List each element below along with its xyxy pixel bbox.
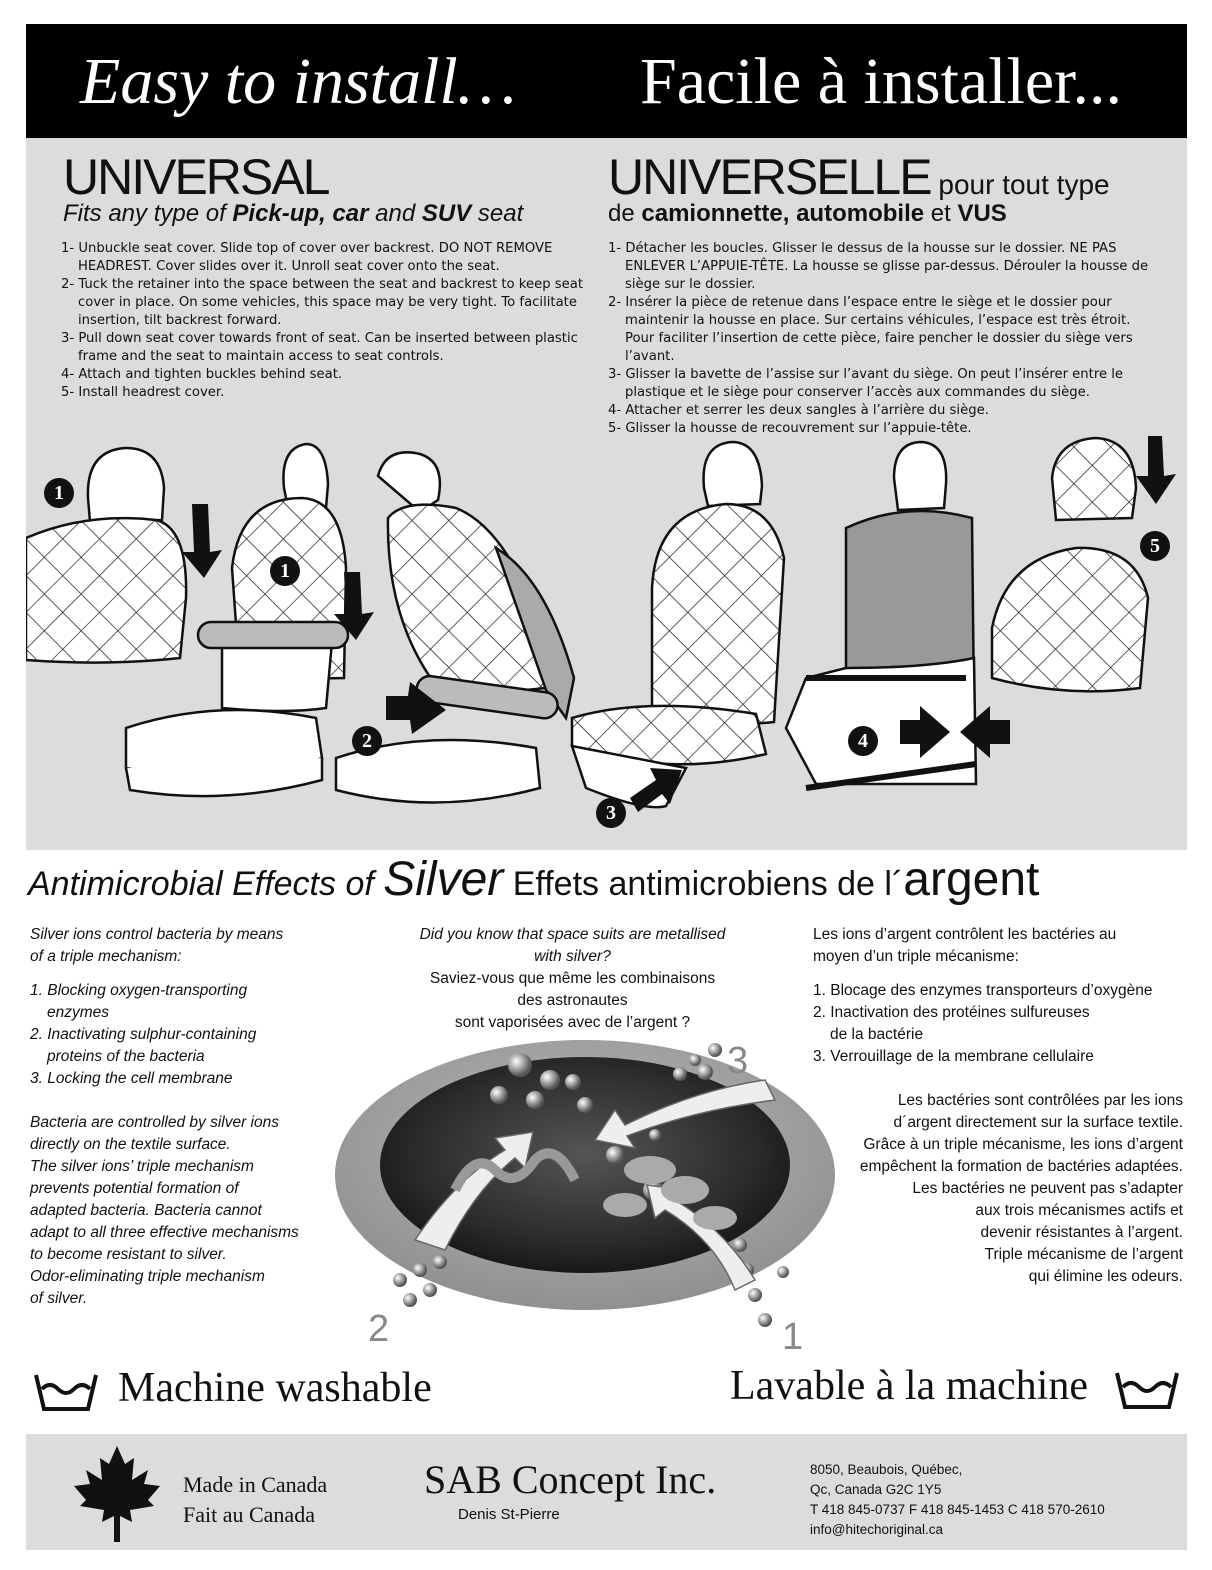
step-fr: 2- Insérer la pièce de retenue dans l’espace entre le siège et le dossier pour maintenir la housse en place. Sur certains véhicules, l’espace est très étroit. Pour faciliter l’insertion de cette pièce, faire pencher le dossier du siège vers l’avant. — [608, 295, 1133, 364]
universal-subtitle: Fits any type of Pick-up, car and SUV seat — [63, 200, 524, 227]
text-line: of a triple mechanism: — [30, 948, 182, 965]
header-banner — [26, 24, 1187, 138]
text-line: sont vaporisées avec de l’argent ? — [454, 1014, 691, 1031]
universelle-title-row — [608, 149, 1110, 205]
step-fr: 4- Attacher et serrer les deux sangles à l’arrière du siège. — [608, 403, 989, 418]
text-line: Saviez-vous que même les combinaisons — [429, 970, 716, 987]
universal-title: UNIVERSAL — [63, 149, 329, 205]
seat-step3 — [572, 442, 784, 807]
step-fr: 3- Glisser la bavette de l’assise sur l’avant du siège. On peut l’insérer entre le plastique et le siège pour conserver l’accès aux commandes du siège. — [608, 367, 1124, 400]
antimicrobial-right-column — [813, 924, 1183, 1288]
maple-leaf-icon — [70, 1444, 164, 1544]
install-steps-en — [61, 240, 591, 402]
diagram-number: 3 — [727, 1040, 749, 1082]
company-name: SAB Concept Inc. — [424, 1457, 717, 1502]
contact-person: Denis St-Pierre — [458, 1506, 560, 1523]
text-line: qui élimine les odeurs. — [1028, 1268, 1183, 1285]
made-fr: Fait au Canada — [183, 1502, 315, 1527]
seat-step5-headrest — [992, 438, 1148, 691]
seat-installation-illustration — [26, 428, 1187, 848]
text-line: d´argent directement sur la surface textile. — [893, 1114, 1183, 1131]
text-line: prevents potential formation of — [30, 1180, 239, 1197]
text-line: of silver. — [30, 1290, 88, 1307]
text-line: with silver? — [534, 948, 611, 965]
contact-info — [810, 1460, 1105, 1540]
step-en: 5- Install headrest cover. — [61, 385, 225, 400]
install-steps-fr — [608, 240, 1158, 438]
diagram-number: 1 — [782, 1316, 804, 1358]
list-item: 1. Blocking oxygen-transporting — [30, 982, 248, 999]
step-badge: 1 — [44, 478, 74, 508]
text-line: Triple mécanisme de l’argent — [984, 1246, 1183, 1263]
footer — [26, 1434, 1187, 1550]
text-line: des astronautes — [517, 992, 628, 1009]
list-item: enzymes — [47, 1004, 110, 1021]
wash-label-fr: Lavable à la machine — [730, 1363, 1088, 1409]
text-line: Grâce à un triple mécanisme, les ions d’argent — [863, 1136, 1183, 1153]
address-line: Qc, Canada G2C 1Y5 — [810, 1482, 942, 1497]
list-item: 3. Locking the cell membrane — [30, 1070, 233, 1087]
list-item: proteins of the bacteria — [47, 1048, 205, 1065]
arrow-icon — [1136, 436, 1176, 504]
list-item: 2. Inactivating sulphur-containing — [30, 1026, 257, 1043]
text-line: Les ions d’argent contrôlent les bactéries au — [813, 926, 1117, 943]
text-line: devenir résistantes à l’argent. — [980, 1224, 1183, 1241]
step-fr: 1- Détacher les boucles. Glisser le dessus de la housse sur le dossier. NE PAS ENLEVER L’APPUIE-TÊTE. La housse se glisse par-dessus. Dérouler la housse de siège sur le dossier. — [608, 241, 1149, 292]
step-badge: 1 — [270, 556, 300, 586]
made-in-canada — [183, 1470, 327, 1530]
machine-wash-icon — [1115, 1371, 1179, 1409]
seat-step4 — [786, 442, 976, 788]
text-line: Silver ions control bacteria by means — [30, 926, 284, 943]
header-title-en: Easy to install… — [80, 45, 517, 118]
text-line: adapt to all three effective mechanisms — [30, 1224, 299, 1241]
text-line: Les bactéries ne peuvent pas s’adapter — [912, 1180, 1183, 1197]
text-line: The silver ions’ triple mechanism — [30, 1158, 254, 1175]
text-line: Les bactéries sont contrôlées par les ions — [897, 1092, 1183, 1109]
email-link[interactable]: info@hitechoriginal.ca — [810, 1522, 944, 1537]
text-line: directly on the textile surface. — [30, 1136, 231, 1153]
text-line: empêchent la formation de bactéries adaptées. — [859, 1158, 1183, 1175]
text-line: Bacteria are controlled by silver ions — [30, 1114, 279, 1131]
header-title-fr: Facile à installer... — [640, 45, 1123, 118]
step-badge: 5 — [1140, 531, 1170, 561]
step-en: 3- Pull down seat cover towards front of seat. Can be inserted between plastic frame and the seat to maintain access to seat controls. — [61, 331, 578, 364]
antimicrobial-heading: Antimicrobial Effects of Silver Effets antimicrobiens de l´argent — [28, 853, 1040, 906]
step-badge: 2 — [352, 726, 382, 756]
list-item: de la bactérie — [830, 1026, 924, 1043]
address-line: 8050, Beaubois, Québec, — [810, 1462, 963, 1477]
machine-wash-icon — [34, 1373, 98, 1411]
step-en: 1- Unbuckle seat cover. Slide top of cover over backrest. DO NOT REMOVE HEADREST. Cover slides over it. Unroll seat cover onto the seat. — [61, 241, 553, 274]
phone-line: T 418 845-0737 F 418 845-1453 C 418 570-2610 — [810, 1502, 1105, 1517]
install-panel — [26, 138, 1187, 850]
wash-label-en: Machine washable — [118, 1365, 432, 1411]
diagram-number: 2 — [368, 1308, 390, 1350]
arrow-icon — [182, 504, 222, 578]
universelle-title: UNIVERSELLE — [608, 149, 931, 205]
step-badge: 3 — [596, 798, 626, 828]
text-line: moyen d’un triple mécanisme: — [813, 948, 1019, 965]
universelle-title-tail: pour tout type — [930, 169, 1110, 200]
text-line: to become resistant to silver. — [30, 1246, 227, 1263]
made-en: Made in Canada — [183, 1472, 328, 1497]
text-line: Odor-eliminating triple mechanism — [30, 1268, 265, 1285]
list-item: 2. Inactivation des protéines sulfureuses — [813, 1004, 1090, 1021]
step-en: 2- Tuck the retainer into the space between the seat and backrest to keep seat cover in place. On some vehicles, this space may be very tight. To facilitate insertion, tilt backrest forward. — [61, 277, 583, 328]
step-en: 4- Attach and tighten buckles behind seat. — [61, 367, 343, 382]
list-item: 3. Verrouillage de la membrane cellulaire — [813, 1048, 1094, 1065]
text-line: adapted bacteria. Bacteria cannot — [30, 1202, 262, 1219]
silver-ion-diagram — [335, 1040, 845, 1360]
antimicrobial-left-column — [30, 924, 330, 1310]
text-line: aux trois mécanismes actifs et — [975, 1202, 1183, 1219]
universelle-subtitle: de camionnette, automobile et VUS — [608, 200, 1007, 227]
list-item: 1. Blocage des enzymes transporteurs d’oxygène — [813, 982, 1153, 999]
text-line: Did you know that space suits are metallised — [419, 926, 726, 943]
space-suit-note — [380, 924, 765, 1034]
step-fr: 5- Glisser la housse de recouvrement sur l’appuie-tête. — [608, 421, 972, 436]
step-badge: 4 — [848, 726, 878, 756]
